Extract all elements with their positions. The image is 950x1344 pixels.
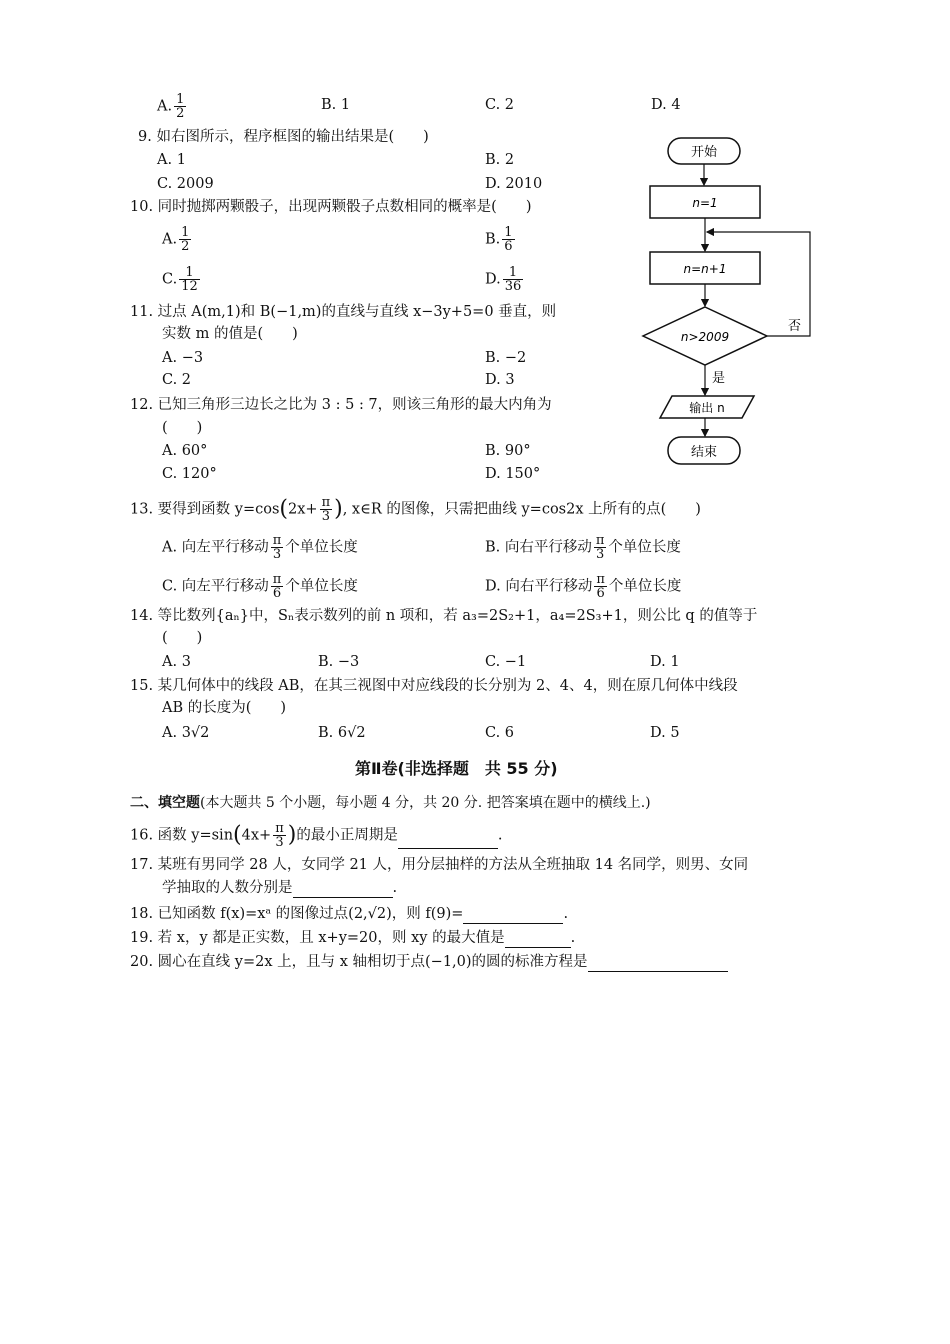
q14-option-b: B. −3 — [318, 654, 360, 670]
part2-title: 第Ⅱ卷(非选择题 共 55 分) — [355, 759, 558, 778]
q14-option-d: D. 1 — [650, 654, 680, 670]
output-label: 输出 n — [689, 401, 725, 415]
q8-option-a: A. $\frac{1}{2}$ — [157, 92, 185, 121]
q10-stem: 10. 同时抛掷两颗骰子，出现两颗骰子点数相同的概率是( ) — [130, 199, 532, 215]
q10-option-c: C. $\frac{1}{12}$ — [162, 265, 198, 294]
q11-option-c: C. 2 — [162, 372, 192, 388]
q15-option-c: C. 6 — [485, 725, 515, 741]
q9-option-b: B. 2 — [485, 152, 515, 168]
program-flowchart — [630, 130, 830, 475]
q18: 18. 已知函数 f(x)=xᵃ 的图像过点(2,√2)，则 f(9)= . — [130, 906, 569, 922]
q8-option-b: B. 1 — [321, 97, 351, 113]
q14-option-a: A. 3 — [162, 654, 191, 670]
q15-stem-line1: 15. 某几何体中的线段 AB，在其三视图中对应线段的长分别为 2、4、4，则在原几何体中线段 — [130, 678, 738, 694]
q13-option-a: A. 向左平行移动 $\frac{\pi}{3}$ 个单位长度 — [162, 533, 358, 562]
answer-blank[interactable] — [588, 956, 728, 972]
answer-blank[interactable] — [505, 932, 571, 948]
fraction: $\frac{1}{2}$ — [176, 92, 185, 121]
q13-option-d: D. 向右平行移动 $\frac{\pi}{6}$ 个单位长度 — [485, 572, 682, 601]
q14-stem-line1: 14. 等比数列{aₙ}中，Sₙ表示数列的前 n 项和，若 a₃=2S₂+1，a₄=2S₃+1，则公比 q 的值等于 — [130, 608, 758, 624]
q10-option-d: D. $\frac{1}{36}$ — [485, 265, 522, 294]
q12-option-b: B. 90° — [485, 443, 531, 459]
q8-option-d: D. 4 — [651, 97, 681, 113]
q15-stem-line2: AB 的长度为( ) — [162, 700, 287, 716]
q9-option-c: C. 2009 — [157, 176, 214, 192]
end-label: 结束 — [690, 445, 718, 460]
q13-stem: 13. 要得到函数 y=cos(2x+ $\frac{\pi}{3}$ ), x∈R 的图像，只需把曲线 y=cos2x 上所有的点( ) — [130, 495, 701, 524]
answer-blank[interactable] — [463, 908, 563, 924]
q10-option-b: B. $\frac{1}{6}$ — [485, 225, 513, 254]
condition-label: n>2009 — [680, 330, 730, 344]
q12-option-d: D. 150° — [485, 466, 541, 482]
no-label: 否 — [788, 319, 802, 334]
q11-option-d: D. 3 — [485, 372, 515, 388]
init-label: n=1 — [692, 196, 718, 210]
q12-stem-line2: ( ) — [162, 420, 203, 436]
q17-line2: 学抽取的人数分别是 . — [162, 880, 398, 896]
q14-option-c: C. −1 — [485, 654, 527, 670]
q20: 20. 圆心在直线 y=2x 上，且与 x 轴相切于点(−1,0)的圆的标准方程是 — [130, 952, 728, 972]
q12-stem-line1: 12. 已知三角形三边长之比为 3 : 5 : 7，则该三角形的最大内角为 — [130, 397, 552, 413]
q9-stem: 9. 如右图所示，程序框图的输出结果是( ) — [138, 129, 429, 145]
q19: 19. 若 x，y 都是正实数，且 x+y=20，则 xy 的最大值是 . — [130, 930, 576, 946]
q15-option-a: A. 3√2 — [162, 725, 210, 741]
q15-option-d: D. 5 — [650, 725, 680, 741]
answer-blank[interactable] — [293, 882, 393, 898]
start-label: 开始 — [690, 145, 718, 160]
q14-stem-line2: ( ) — [162, 630, 203, 646]
q12-option-a: A. 60° — [162, 443, 208, 459]
q12-option-c: C. 120° — [162, 466, 217, 482]
update-label: n=n+1 — [683, 262, 727, 276]
q11-stem-line2: 实数 m 的值是( ) — [162, 326, 298, 342]
q16: 16. 函数 y=sin(4x+ $\frac{\pi}{3}$ )的最小正周期是 . — [130, 821, 503, 850]
q13-option-c: C. 向左平行移动 $\frac{\pi}{6}$ 个单位长度 — [162, 572, 358, 601]
q13-option-b: B. 向右平行移动 $\frac{\pi}{3}$ 个单位长度 — [485, 533, 681, 562]
q9-option-a: A. 1 — [157, 152, 186, 168]
yes-label: 是 — [712, 371, 726, 386]
q11-stem-line1: 11. 过点 A(m,1)和 B(−1,m)的直线与直线 x−3y+5=0 垂直，则 — [130, 304, 557, 320]
q17-line1: 17. 某班有男同学 28 人，女同学 21 人，用分层抽样的方法从全班抽取 14 名同学，则男、女同 — [130, 857, 749, 873]
q10-option-a: A. $\frac{1}{2}$ — [162, 225, 190, 254]
q11-option-b: B. −2 — [485, 350, 527, 366]
q8-option-c: C. 2 — [485, 97, 515, 113]
q11-option-a: A. −3 — [162, 350, 204, 366]
fill-section-header: 二、填空题(本大题共 5 个小题，每小题 4 分，共 20 分. 把答案填在题中的横线上.) — [130, 795, 651, 811]
answer-blank[interactable] — [398, 833, 498, 849]
q15-option-b: B. 6√2 — [318, 725, 366, 741]
q9-option-d: D. 2010 — [485, 176, 543, 192]
